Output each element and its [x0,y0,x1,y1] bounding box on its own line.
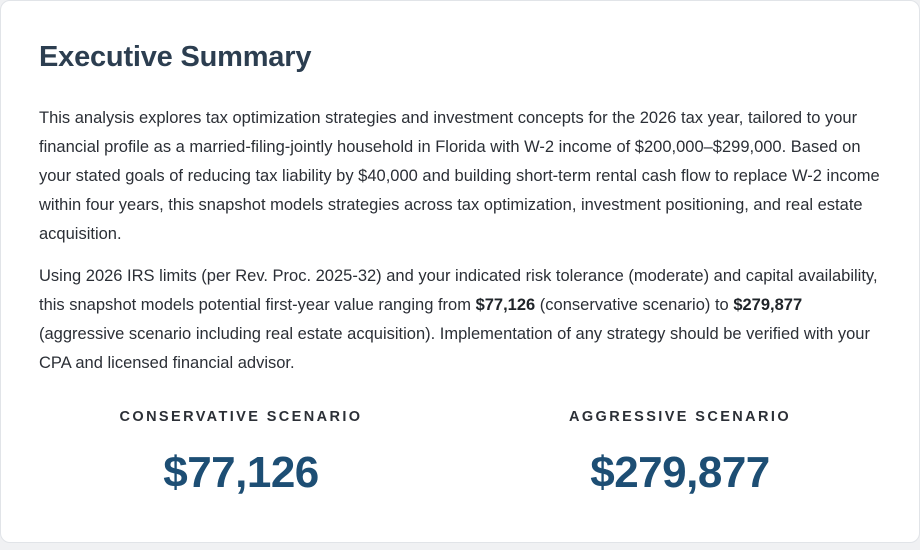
aggressive-scenario-value: $279,877 [590,448,770,497]
aggressive-scenario [480,405,880,501]
paragraph-2-text-2: (conservative scenario) to [535,296,734,314]
paragraph-2-aggressive-value: $279,877 [733,296,803,314]
paragraph-2-text-3: (aggressive scenario including real estate acquisition). Implementation of any strategy should be verified with your CPA and licensed financial advisor. [39,325,870,372]
conservative-scenario [41,405,441,501]
aggressive-scenario-label: AGGRESSIVE SCENARIO [568,409,792,425]
section-title: Executive Summary [39,41,312,73]
paragraph-2-conservative-value: $77,126 [475,296,536,314]
conservative-scenario-value: $77,126 [163,448,319,497]
summary-paragraph-2 [39,262,884,378]
summary-paragraph-1: This analysis explores tax optimization strategies and investment concepts for the 2026 tax year, tailored to your financial profile as a married-filing-jointly household in Florida with W-2 income of $200,000–$299,000. Based on your stated goals of reducing tax liability by $40,000 and building short-term rental cash flow to replace W-2 income within four years, this snapshot models strategies across tax optimization, investment positioning, and real estate acquisition. [39,109,880,243]
paragraph-2-text-1: Using 2026 IRS limits (per Rev. Proc. 2025-32) and your indicated risk tolerance (moderate) and capital availability, this snapshot models potential first-year value ranging from [39,267,878,314]
conservative-scenario-label: CONSERVATIVE SCENARIO [119,409,363,425]
